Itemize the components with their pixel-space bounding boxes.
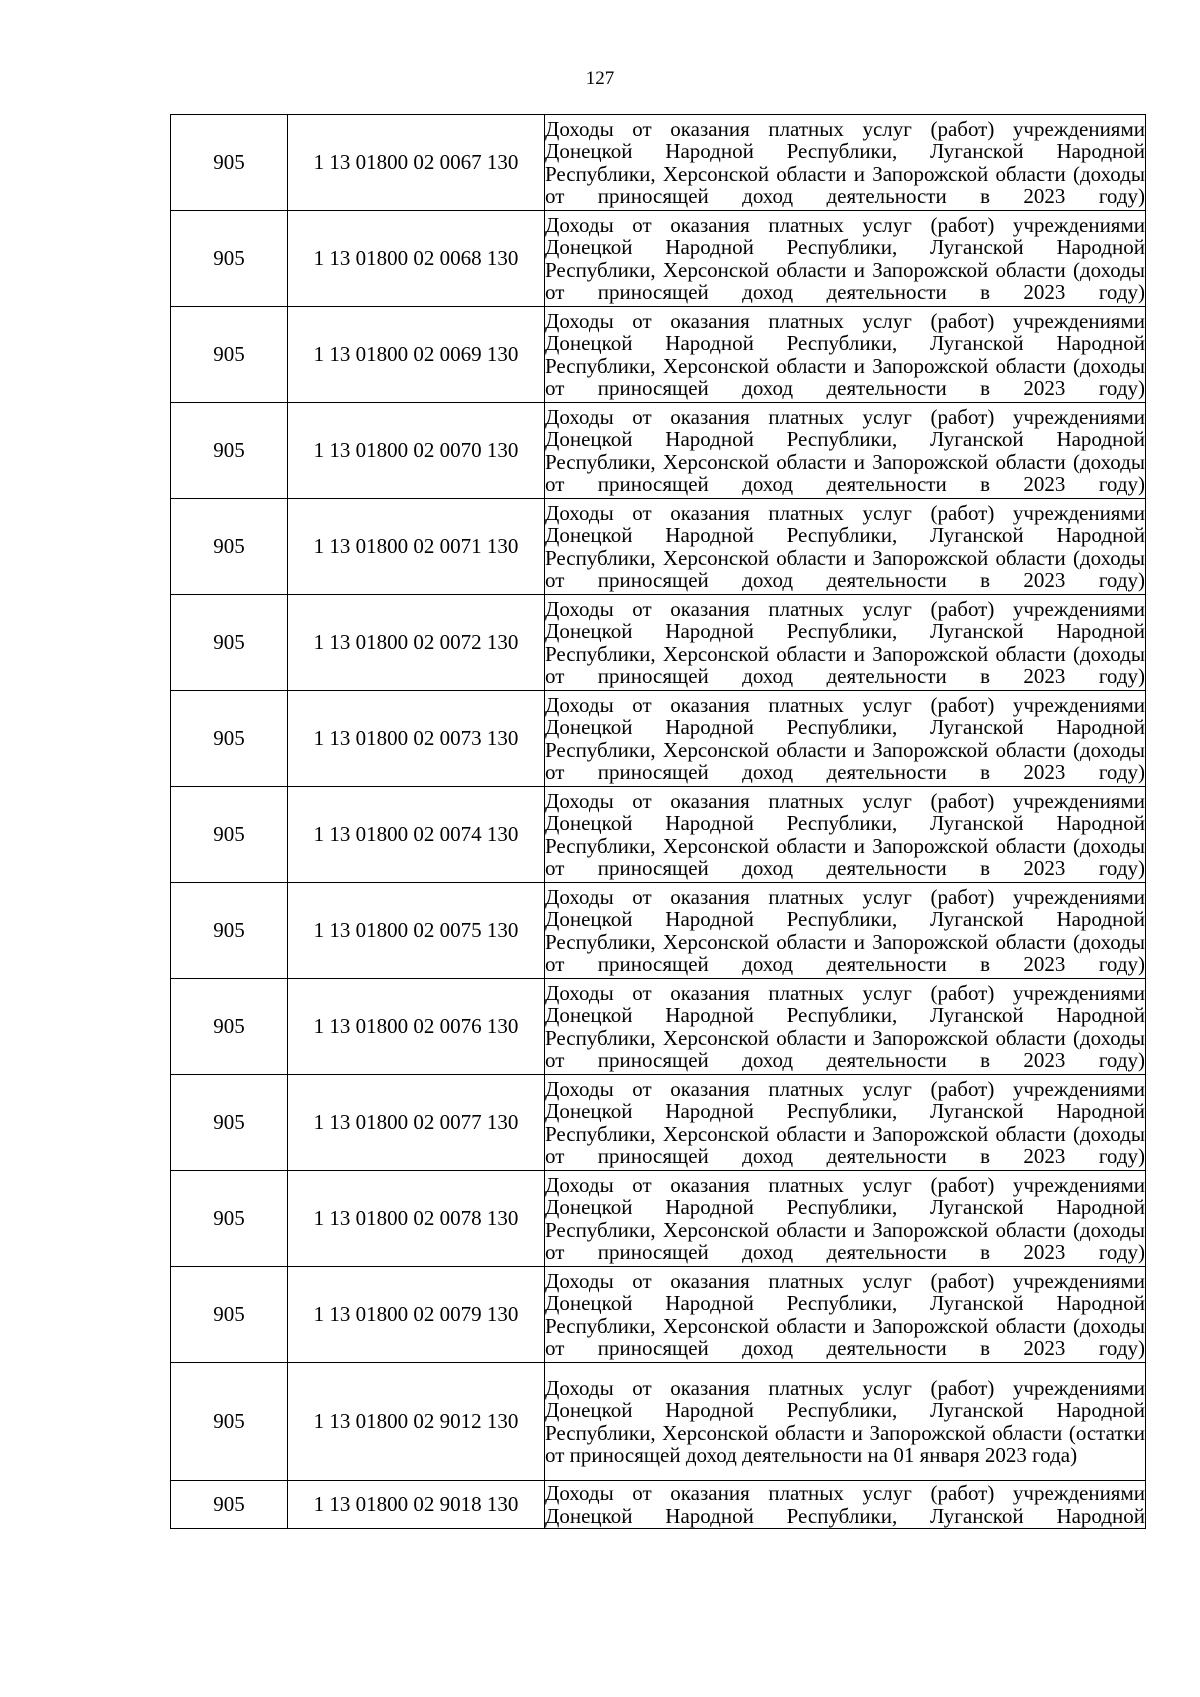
admin-code-cell: 905	[171, 883, 288, 979]
description-cell	[545, 595, 1146, 691]
description-cell	[545, 1171, 1146, 1267]
table-row	[171, 403, 1146, 499]
budget-code-cell: 1 13 01800 02 9018 130	[288, 1481, 545, 1529]
description-text: Доходы от оказания платных услуг (работ) учреждениями Донецкой Народной Республики, Луганской Народной Республики, Херсонской области и Запорожской области (доходы от приносящей доход деятельности в 2023 году)	[545, 1172, 1145, 1264]
budget-code-cell: 1 13 01800 02 0077 130	[288, 1075, 545, 1171]
budget-code-cell: 1 13 01800 02 0075 130	[288, 883, 545, 979]
admin-code-cell: 905	[171, 499, 288, 595]
table-row	[171, 115, 1146, 211]
table-row	[171, 1171, 1146, 1267]
page-number: 127	[585, 68, 615, 89]
admin-code-cell: 905	[171, 979, 288, 1075]
description-text: Доходы от оказания платных услуг (работ) учреждениями Донецкой Народной Республики, Луганской Народной Республики, Херсонской области и Запорожской области (доходы от приносящей доход деятельности в 2023 году)	[545, 788, 1145, 880]
table-row	[171, 979, 1146, 1075]
budget-code-cell: 1 13 01800 02 0067 130	[288, 115, 545, 211]
description-cell	[545, 403, 1146, 499]
income-codes-table	[170, 114, 1146, 1529]
budget-code-cell: 1 13 01800 02 0076 130	[288, 979, 545, 1075]
admin-code-cell: 905	[171, 211, 288, 307]
table-body	[171, 115, 1146, 1529]
table-row	[171, 307, 1146, 403]
budget-code-cell: 1 13 01800 02 0069 130	[288, 307, 545, 403]
budget-code-cell: 1 13 01800 02 0071 130	[288, 499, 545, 595]
description-text: Доходы от оказания платных услуг (работ) учреждениями Донецкой Народной Республики, Луганской Народной Республики, Херсонской области и Запорожской области (доходы от приносящей доход деятельности в 2023 году)	[545, 212, 1145, 304]
admin-code-cell: 905	[171, 1075, 288, 1171]
description-cell	[545, 1075, 1146, 1171]
description-text: Доходы от оказания платных услуг (работ) учреждениями Донецкой Народной Республики, Луганской Народной	[545, 1481, 1145, 1528]
budget-code-cell: 1 13 01800 02 0070 130	[288, 403, 545, 499]
description-cell	[545, 979, 1146, 1075]
admin-code-cell: 905	[171, 1171, 288, 1267]
admin-code-cell: 905	[171, 1481, 288, 1529]
table-row	[171, 595, 1146, 691]
description-text: Доходы от оказания платных услуг (работ) учреждениями Донецкой Народной Республики, Луганской Народной Республики, Херсонской области и Запорожской области (доходы от приносящей доход деятельности в 2023 году)	[545, 692, 1145, 784]
description-cell	[545, 211, 1146, 307]
table-row	[171, 1075, 1146, 1171]
description-text: Доходы от оказания платных услуг (работ) учреждениями Донецкой Народной Республики, Луганской Народной Республики, Херсонской области и Запорожской области (доходы от приносящей доход деятельности в 2023 году)	[545, 1076, 1145, 1168]
description-cell	[545, 115, 1146, 211]
description-cell	[545, 1267, 1146, 1363]
description-cell	[545, 1363, 1146, 1481]
table-row	[171, 691, 1146, 787]
description-text: Доходы от оказания платных услуг (работ) учреждениями Донецкой Народной Республики, Луганской Народной Республики, Херсонской области и Запорожской области (доходы от приносящей доход деятельности в 2023 году)	[545, 500, 1145, 592]
budget-code-cell: 1 13 01800 02 0078 130	[288, 1171, 545, 1267]
table-row	[171, 1267, 1146, 1363]
admin-code-cell: 905	[171, 307, 288, 403]
description-cell	[545, 499, 1146, 595]
description-text: Доходы от оказания платных услуг (работ) учреждениями Донецкой Народной Республики, Луганской Народной Республики, Херсонской области и Запорожской области (доходы от приносящей доход деятельности в 2023 году)	[545, 1268, 1145, 1360]
table-row	[171, 883, 1146, 979]
description-cell	[545, 691, 1146, 787]
table-row	[171, 211, 1146, 307]
description-text: Доходы от оказания платных услуг (работ) учреждениями Донецкой Народной Республики, Луганской Народной Республики, Херсонской области и Запорожской области (доходы от приносящей доход деятельности в 2023 году)	[545, 308, 1145, 400]
budget-code-cell: 1 13 01800 02 0073 130	[288, 691, 545, 787]
budget-code-cell: 1 13 01800 02 0079 130	[288, 1267, 545, 1363]
description-text: Доходы от оказания платных услуг (работ) учреждениями Донецкой Народной Республики, Луганской Народной Республики, Херсонской области и Запорожской области (остатки от приносящей доход деятельности на 01 января 2023 года)	[545, 1375, 1145, 1467]
budget-code-cell: 1 13 01800 02 0074 130	[288, 787, 545, 883]
admin-code-cell: 905	[171, 691, 288, 787]
budget-code-cell: 1 13 01800 02 9012 130	[288, 1363, 545, 1481]
description-text: Доходы от оказания платных услуг (работ) учреждениями Донецкой Народной Республики, Луганской Народной Республики, Херсонской области и Запорожской области (доходы от приносящей доход деятельности в 2023 году)	[545, 884, 1145, 976]
table-row	[171, 499, 1146, 595]
admin-code-cell: 905	[171, 787, 288, 883]
admin-code-cell: 905	[171, 403, 288, 499]
description-text: Доходы от оказания платных услуг (работ) учреждениями Донецкой Народной Республики, Луганской Народной Республики, Херсонской области и Запорожской области (доходы от приносящей доход деятельности в 2023 году)	[545, 116, 1145, 208]
description-cell	[545, 787, 1146, 883]
description-text: Доходы от оказания платных услуг (работ) учреждениями Донецкой Народной Республики, Луганской Народной Республики, Херсонской области и Запорожской области (доходы от приносящей доход деятельности в 2023 году)	[545, 980, 1145, 1072]
description-cell	[545, 883, 1146, 979]
description-cell	[545, 1481, 1146, 1529]
admin-code-cell: 905	[171, 595, 288, 691]
admin-code-cell: 905	[171, 1363, 288, 1481]
description-text: Доходы от оказания платных услуг (работ) учреждениями Донецкой Народной Республики, Луганской Народной Республики, Херсонской области и Запорожской области (доходы от приносящей доход деятельности в 2023 году)	[545, 404, 1145, 496]
description-cell	[545, 307, 1146, 403]
budget-code-cell: 1 13 01800 02 0068 130	[288, 211, 545, 307]
description-text: Доходы от оказания платных услуг (работ) учреждениями Донецкой Народной Республики, Луганской Народной Республики, Херсонской области и Запорожской области (доходы от приносящей доход деятельности в 2023 году)	[545, 596, 1145, 688]
budget-code-cell: 1 13 01800 02 0072 130	[288, 595, 545, 691]
table-row	[171, 787, 1146, 883]
table-row	[171, 1363, 1146, 1481]
table-row	[171, 1481, 1146, 1529]
admin-code-cell: 905	[171, 1267, 288, 1363]
admin-code-cell: 905	[171, 115, 288, 211]
